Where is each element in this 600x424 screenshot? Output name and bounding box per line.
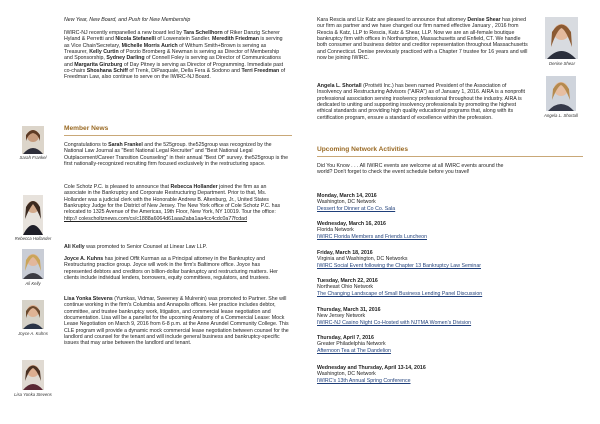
event-date: Tuesday, March 22, 2016 xyxy=(317,278,378,284)
event-item xyxy=(317,335,547,354)
news-joyce: Joyce A. Kuhns has joined Offit Kurman as a Principal attorney in the Bankruptcy and Restructuring practice group. Joyce will work in the firm's Baltimore office. Joyce has represented debtors and creditors on billion-dollar bankruptcy and restructuring matters. Her clients include individual lenders, borrowers, equity committees, regulators, and trustees. xyxy=(64,256,278,282)
event-date: Thursday, April 7, 2016 xyxy=(317,335,374,341)
kara-announcement: Kara Rescia and Liz Katz are pleased to announce that attorney Denise Shear has joined our firm as partner and we have changed our firm named effective January , 2016 from Rescia & Katz, LLP to Rescia, Katz & Shear, LLP. Now we are an all-female boutique bankruptcy firm with offices in Northampton, Massachusetts and Enfield, CT. We handle both consumer and business debtor and creditor representation throughout Massachusetts and Connecticut. Denise previously practiced with a Chapter 7 trustee for 16 years and will now be joining IWIRC. xyxy=(317,17,528,62)
caption-sarah: Sarah Frankel xyxy=(19,155,47,160)
caption-angela: Angela L. Shortall xyxy=(544,113,578,118)
upcoming-rule xyxy=(317,156,583,157)
news-rebecca: Cole Schotz P.C. is pleased to announce that Rebecca Hollander joined the firm as an associate in the Bankruptcy and Corporate Restructuring Department. Prior to that, Ms. Hollander was a judicial clerk with the Honorable Andrew B. Altenburg, Jr., United States Bankruptcy Judge for the District of New Jersey. The New York office of Cole Schotz P.C. has relocated to 1325 Avenue of the Americas, 19th Floor, New York, NY 10019. Tour the office: http:// colescholtznews.com/cs/c1888a6064d61aaa2aba1aa4cc4cdc0a77fcdad xyxy=(64,184,281,222)
member-news-rule xyxy=(64,135,292,136)
photo-denise-shear xyxy=(545,17,578,59)
upcoming-intro: Did You Know . . . All IWIRC events are welcome at all IWIRC events around the world? Don't forget to check the event schedule before you travel! xyxy=(317,163,504,176)
caption-ali: Ali Kelly xyxy=(25,281,41,286)
event-link[interactable]: Dessert for Dinner at Co Co. Sala xyxy=(317,205,396,212)
event-date: Wednesday, March 16, 2016 xyxy=(317,221,386,227)
caption-joyce: Joyce A. Kuhns xyxy=(18,331,48,336)
photo-ali-kelly xyxy=(22,249,44,279)
angela-announcement: Angela L. Shortall (Protiviti Inc.) has been named President of the Association of Insolvency and Restructuring Advisors ("AIRA") as of January 1, 2016. AIRA is a nonprofit professional association serving insolvency professional throughout the industry. AIRA is dedicated to uniting and supporting insolvency professionals by promoting the highest ethical standards and providing high quality educational programs that, along with its certification program, ensure a standard of excellence within the profession. xyxy=(317,83,525,121)
photo-sarah-frankel xyxy=(22,126,44,154)
event-item xyxy=(317,221,547,240)
event-date: Wednesday and Thursday, April 13-14, 2016 xyxy=(317,365,426,371)
event-date: Thursday, March 31, 2016 xyxy=(317,307,381,313)
photo-rebecca-hollander xyxy=(23,195,43,235)
event-location: Florida Network xyxy=(317,227,354,234)
caption-denise: Denise Shear xyxy=(548,61,576,66)
event-location: Washington, DC Network xyxy=(317,199,376,206)
event-link[interactable]: The Changing Landscape of Small Business Lending Panel Discussion xyxy=(317,290,483,297)
intro-heading: New Year, New Board, and Push for New Membership xyxy=(64,17,191,23)
photo-joyce-kuhns xyxy=(22,300,44,329)
event-location: Northeast Ohio Network xyxy=(317,284,374,291)
news-ali: Ali Kelly was promoted to Senior Counsel at Linear Law LLP. xyxy=(64,244,207,250)
event-link[interactable]: IWIRC Florida Members and Friends Luncheon xyxy=(317,233,428,240)
event-location: New Jersey Network xyxy=(317,313,366,320)
member-news-heading: Member News xyxy=(64,125,109,132)
news-lisa: Lisa Yonka Stevens (Yumkas, Vidmar, Sweeney & Mulrenin) was promoted to Partner. She will continue working in the firm's Columbia and Annapolis offices. Her practice includes debtor, committee, and trustee bankruptcy work, litigation, and commercial lease negotiation and documentation. Lisa will be a panelist for the upcoming Anatomy of a Commercial Lease: Mock Lease Negotiation on March 9, 2016 from 6-8 p.m. at the Anne Arundel Community College. This CLE program will provide a dynamic mock commercial lease negotiation between counsel for the landlord and counsel for the tenant and will include general business and bankruptcy-specific issues that may arise between the landlord and tenant. xyxy=(64,296,289,347)
event-item xyxy=(317,250,547,269)
event-location: Greater Philadelphia Network xyxy=(317,341,386,348)
intro-body: IWIRC-NJ recently empanelled a new board led by Tara Schellhorn of Riker Danzig Scherer Hyland & Perretti and Nicola Stefanelli of Lowenstein Sandler. Meredith Friedman is serving as Vice Chair/Secretary, Michelle Morris Aurich of Withum Smith+Brown is serving as Treasurer, Kelly Curtin of Porzio Bromberg & Newman is serving as Director of Membership and Sponsorship, Sydney Darling of Connell Foley is serving as Director of Communications and Margarita Ginzburg of Day Pitney is serving as Director of Programming. Immediate past co-chairs Shoshana Schiff of Trenk, DiPasquale, Della Fera & Sodono and Terri Freedman of Freedman Law, also continue to serve on the IWIRC-NJ Board. xyxy=(64,30,286,81)
event-date: Friday, March 18, 2016 xyxy=(317,250,373,256)
event-link[interactable]: IWIRC Social Event following the Chapter 13 Bankruptcy Law Seminar xyxy=(317,262,481,269)
event-link[interactable]: IWIRC-NJ Casino Night Co-Hosted with NJTMA Women's Division xyxy=(317,319,472,326)
event-link[interactable]: IWIRC's 13th Annual Spring Conference xyxy=(317,377,411,384)
event-location: Washington, DC Network xyxy=(317,371,376,378)
event-item xyxy=(317,365,547,384)
event-link[interactable]: Afternoon Tea at The Dandelion xyxy=(317,347,391,354)
event-date: Monday, March 14, 2016 xyxy=(317,193,377,199)
caption-rebecca: Rebecca Hollander xyxy=(14,236,52,241)
event-item xyxy=(317,307,547,326)
event-location: Virginia and Washington, DC Networks xyxy=(317,256,408,263)
event-item xyxy=(317,278,547,297)
photo-angela-shortall xyxy=(546,76,576,111)
news-sarah: Congratulations to Sarah Frankel and the 525group. the525group was recognized by the National Law Journal as "Best National Legal Recruiter" and "Best National Legal Outplacement/Career Transition Counseling" in their annual "Best Of" survey. the525group is the first nationally-recognized recruiting firm focused exclusively in the restructuring space. xyxy=(64,142,289,168)
upcoming-heading: Upcoming Network Activities xyxy=(317,146,408,153)
caption-lisa: Lisa Yonka Stevens xyxy=(14,392,52,397)
event-item xyxy=(317,193,547,212)
photo-lisa-stevens xyxy=(22,360,44,390)
